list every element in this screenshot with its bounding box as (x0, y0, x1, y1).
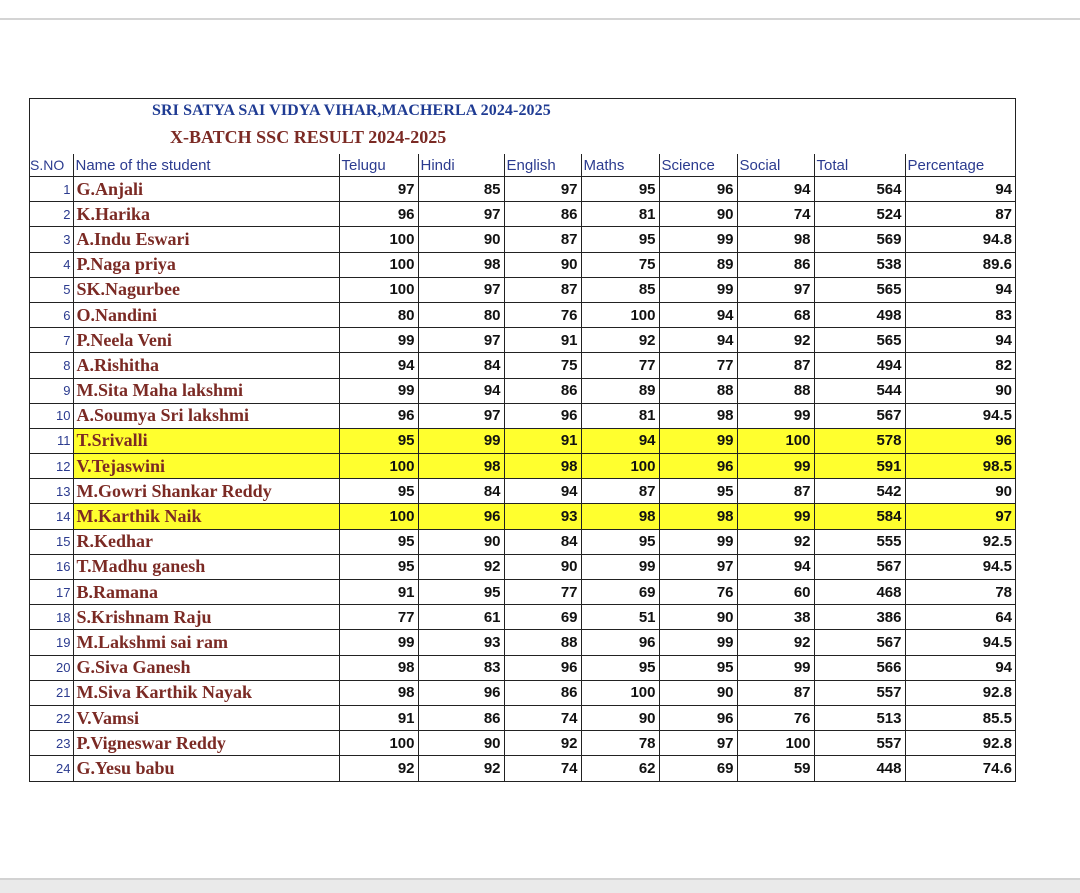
col-header-maths: Maths (581, 154, 659, 177)
telugu-marks-cell: 91 (339, 580, 418, 605)
english-marks-cell: 77 (504, 580, 581, 605)
english-marks-cell: 86 (504, 680, 581, 705)
social-marks-cell: 97 (737, 277, 814, 302)
table-row (30, 756, 1015, 781)
col-header-science: Science (659, 154, 737, 177)
maths-marks-cell: 77 (581, 353, 659, 378)
science-marks-cell: 96 (659, 177, 737, 202)
table-row (30, 378, 1015, 403)
percentage-cell: 94.5 (905, 630, 1015, 655)
serial-number-cell: 16 (30, 554, 73, 579)
table-row (30, 202, 1015, 227)
science-marks-cell: 89 (659, 252, 737, 277)
english-marks-cell: 84 (504, 529, 581, 554)
science-marks-cell: 99 (659, 428, 737, 453)
telugu-marks-cell: 100 (339, 277, 418, 302)
percentage-cell: 94 (905, 277, 1015, 302)
percentage-cell: 85.5 (905, 705, 1015, 730)
top-margin (0, 0, 1080, 18)
col-header-percentage: Percentage (905, 154, 1015, 177)
serial-number-cell: 10 (30, 403, 73, 428)
student-name-cell: T.Madhu ganesh (73, 554, 339, 579)
social-marks-cell: 86 (737, 252, 814, 277)
student-name-cell: M.Gowri Shankar Reddy (73, 479, 339, 504)
percentage-cell: 98.5 (905, 454, 1015, 479)
total-marks-cell: 565 (814, 277, 905, 302)
total-marks-cell: 566 (814, 655, 905, 680)
telugu-marks-cell: 98 (339, 680, 418, 705)
percentage-cell: 96 (905, 428, 1015, 453)
science-marks-cell: 90 (659, 605, 737, 630)
percentage-cell: 64 (905, 605, 1015, 630)
social-marks-cell: 92 (737, 529, 814, 554)
total-marks-cell: 494 (814, 353, 905, 378)
serial-number-cell: 18 (30, 605, 73, 630)
social-marks-cell: 99 (737, 504, 814, 529)
maths-marks-cell: 81 (581, 202, 659, 227)
english-marks-cell: 90 (504, 554, 581, 579)
student-name-cell: M.Siva Karthik Nayak (73, 680, 339, 705)
telugu-marks-cell: 100 (339, 731, 418, 756)
hindi-marks-cell: 93 (418, 630, 504, 655)
social-marks-cell: 99 (737, 403, 814, 428)
student-name-cell: S.Krishnam Raju (73, 605, 339, 630)
exam-title: X-BATCH SSC RESULT 2024-2025 (170, 127, 447, 147)
total-marks-cell: 567 (814, 630, 905, 655)
serial-number-cell: 12 (30, 454, 73, 479)
hindi-marks-cell: 83 (418, 655, 504, 680)
serial-number-cell: 3 (30, 227, 73, 252)
english-marks-cell: 91 (504, 428, 581, 453)
percentage-cell: 74.6 (905, 756, 1015, 781)
total-marks-cell: 448 (814, 756, 905, 781)
social-marks-cell: 60 (737, 580, 814, 605)
science-marks-cell: 90 (659, 202, 737, 227)
percentage-cell: 89.6 (905, 252, 1015, 277)
maths-marks-cell: 95 (581, 227, 659, 252)
total-marks-cell: 567 (814, 403, 905, 428)
social-marks-cell: 94 (737, 554, 814, 579)
table-row (30, 328, 1015, 353)
total-marks-cell: 555 (814, 529, 905, 554)
maths-marks-cell: 100 (581, 302, 659, 327)
social-marks-cell: 94 (737, 177, 814, 202)
percentage-cell: 90 (905, 378, 1015, 403)
maths-marks-cell: 96 (581, 630, 659, 655)
maths-marks-cell: 75 (581, 252, 659, 277)
telugu-marks-cell: 97 (339, 177, 418, 202)
results-table (30, 154, 1015, 782)
english-marks-cell: 97 (504, 177, 581, 202)
student-name-cell: A.Rishitha (73, 353, 339, 378)
percentage-cell: 82 (905, 353, 1015, 378)
science-marks-cell: 94 (659, 328, 737, 353)
science-marks-cell: 94 (659, 302, 737, 327)
maths-marks-cell: 100 (581, 454, 659, 479)
student-name-cell: T.Srivalli (73, 428, 339, 453)
title-block (30, 99, 1015, 154)
science-marks-cell: 99 (659, 277, 737, 302)
table-row (30, 731, 1015, 756)
science-marks-cell: 99 (659, 529, 737, 554)
col-header-social: Social (737, 154, 814, 177)
result-sheet (29, 98, 1016, 782)
telugu-marks-cell: 99 (339, 630, 418, 655)
science-marks-cell: 77 (659, 353, 737, 378)
total-marks-cell: 513 (814, 705, 905, 730)
serial-number-cell: 21 (30, 680, 73, 705)
student-name-cell: A.Indu Eswari (73, 227, 339, 252)
percentage-cell: 92.8 (905, 731, 1015, 756)
telugu-marks-cell: 96 (339, 202, 418, 227)
english-marks-cell: 69 (504, 605, 581, 630)
total-marks-cell: 565 (814, 328, 905, 353)
social-marks-cell: 87 (737, 479, 814, 504)
social-marks-cell: 92 (737, 328, 814, 353)
total-marks-cell: 567 (814, 554, 905, 579)
hindi-marks-cell: 84 (418, 479, 504, 504)
english-marks-cell: 90 (504, 252, 581, 277)
serial-number-cell: 1 (30, 177, 73, 202)
header-row (30, 154, 1015, 177)
telugu-marks-cell: 95 (339, 428, 418, 453)
table-row (30, 353, 1015, 378)
percentage-cell: 94.5 (905, 403, 1015, 428)
hindi-marks-cell: 90 (418, 529, 504, 554)
col-header-name: Name of the student (73, 154, 339, 177)
table-row (30, 655, 1015, 680)
english-marks-cell: 87 (504, 277, 581, 302)
hindi-marks-cell: 98 (418, 252, 504, 277)
telugu-marks-cell: 80 (339, 302, 418, 327)
total-marks-cell: 564 (814, 177, 905, 202)
telugu-marks-cell: 96 (339, 403, 418, 428)
telugu-marks-cell: 77 (339, 605, 418, 630)
col-header-total: Total (814, 154, 905, 177)
english-marks-cell: 88 (504, 630, 581, 655)
science-marks-cell: 99 (659, 227, 737, 252)
student-name-cell: V.Vamsi (73, 705, 339, 730)
hindi-marks-cell: 80 (418, 302, 504, 327)
maths-marks-cell: 94 (581, 428, 659, 453)
serial-number-cell: 11 (30, 428, 73, 453)
hindi-marks-cell: 97 (418, 328, 504, 353)
telugu-marks-cell: 95 (339, 479, 418, 504)
hindi-marks-cell: 97 (418, 403, 504, 428)
table-row (30, 428, 1015, 453)
science-marks-cell: 98 (659, 504, 737, 529)
science-marks-cell: 95 (659, 479, 737, 504)
maths-marks-cell: 81 (581, 403, 659, 428)
table-row (30, 302, 1015, 327)
english-marks-cell: 94 (504, 479, 581, 504)
table-row (30, 277, 1015, 302)
total-marks-cell: 544 (814, 378, 905, 403)
social-marks-cell: 88 (737, 378, 814, 403)
total-marks-cell: 542 (814, 479, 905, 504)
maths-marks-cell: 95 (581, 655, 659, 680)
student-name-cell: M.Sita Maha lakshmi (73, 378, 339, 403)
maths-marks-cell: 87 (581, 479, 659, 504)
serial-number-cell: 24 (30, 756, 73, 781)
serial-number-cell: 15 (30, 529, 73, 554)
hindi-marks-cell: 86 (418, 705, 504, 730)
maths-marks-cell: 62 (581, 756, 659, 781)
science-marks-cell: 97 (659, 554, 737, 579)
english-marks-cell: 86 (504, 202, 581, 227)
science-marks-cell: 96 (659, 705, 737, 730)
table-row (30, 580, 1015, 605)
hindi-marks-cell: 85 (418, 177, 504, 202)
english-marks-cell: 96 (504, 403, 581, 428)
telugu-marks-cell: 99 (339, 378, 418, 403)
social-marks-cell: 87 (737, 680, 814, 705)
student-name-cell: SK.Nagurbee (73, 277, 339, 302)
serial-number-cell: 14 (30, 504, 73, 529)
hindi-marks-cell: 92 (418, 756, 504, 781)
total-marks-cell: 524 (814, 202, 905, 227)
serial-number-cell: 22 (30, 705, 73, 730)
maths-marks-cell: 78 (581, 731, 659, 756)
science-marks-cell: 98 (659, 403, 737, 428)
telugu-marks-cell: 94 (339, 353, 418, 378)
percentage-cell: 90 (905, 479, 1015, 504)
science-marks-cell: 76 (659, 580, 737, 605)
social-marks-cell: 38 (737, 605, 814, 630)
social-marks-cell: 59 (737, 756, 814, 781)
serial-number-cell: 20 (30, 655, 73, 680)
table-row (30, 529, 1015, 554)
student-name-cell: O.Nandini (73, 302, 339, 327)
percentage-cell: 87 (905, 202, 1015, 227)
science-marks-cell: 88 (659, 378, 737, 403)
science-marks-cell: 96 (659, 454, 737, 479)
student-name-cell: P.Naga priya (73, 252, 339, 277)
student-name-cell: A.Soumya Sri lakshmi (73, 403, 339, 428)
serial-number-cell: 5 (30, 277, 73, 302)
social-marks-cell: 99 (737, 454, 814, 479)
hindi-marks-cell: 94 (418, 378, 504, 403)
percentage-cell: 94.8 (905, 227, 1015, 252)
telugu-marks-cell: 92 (339, 756, 418, 781)
social-marks-cell: 76 (737, 705, 814, 730)
student-name-cell: P.Neela Veni (73, 328, 339, 353)
serial-number-cell: 6 (30, 302, 73, 327)
table-row (30, 680, 1015, 705)
social-marks-cell: 100 (737, 731, 814, 756)
student-name-cell: M.Karthik Naik (73, 504, 339, 529)
student-name-cell: G.Anjali (73, 177, 339, 202)
science-marks-cell: 90 (659, 680, 737, 705)
telugu-marks-cell: 100 (339, 454, 418, 479)
percentage-cell: 78 (905, 580, 1015, 605)
telugu-marks-cell: 95 (339, 529, 418, 554)
maths-marks-cell: 90 (581, 705, 659, 730)
total-marks-cell: 538 (814, 252, 905, 277)
social-marks-cell: 74 (737, 202, 814, 227)
english-marks-cell: 87 (504, 227, 581, 252)
hindi-marks-cell: 90 (418, 227, 504, 252)
serial-number-cell: 4 (30, 252, 73, 277)
student-name-cell: K.Harika (73, 202, 339, 227)
table-row (30, 504, 1015, 529)
total-marks-cell: 498 (814, 302, 905, 327)
english-marks-cell: 74 (504, 705, 581, 730)
total-marks-cell: 468 (814, 580, 905, 605)
serial-number-cell: 2 (30, 202, 73, 227)
serial-number-cell: 23 (30, 731, 73, 756)
hindi-marks-cell: 97 (418, 202, 504, 227)
hindi-marks-cell: 84 (418, 353, 504, 378)
telugu-marks-cell: 99 (339, 328, 418, 353)
telugu-marks-cell: 98 (339, 655, 418, 680)
table-row (30, 630, 1015, 655)
hindi-marks-cell: 96 (418, 504, 504, 529)
hindi-marks-cell: 90 (418, 731, 504, 756)
table-row (30, 705, 1015, 730)
table-row (30, 605, 1015, 630)
science-marks-cell: 69 (659, 756, 737, 781)
hindi-marks-cell: 97 (418, 277, 504, 302)
student-name-cell: M.Lakshmi sai ram (73, 630, 339, 655)
percentage-cell: 94 (905, 328, 1015, 353)
percentage-cell: 94 (905, 177, 1015, 202)
percentage-cell: 83 (905, 302, 1015, 327)
maths-marks-cell: 100 (581, 680, 659, 705)
student-name-cell: B.Ramana (73, 580, 339, 605)
hindi-marks-cell: 92 (418, 554, 504, 579)
telugu-marks-cell: 95 (339, 554, 418, 579)
social-marks-cell: 99 (737, 655, 814, 680)
table-row (30, 177, 1015, 202)
student-name-cell: V.Tejaswini (73, 454, 339, 479)
total-marks-cell: 578 (814, 428, 905, 453)
col-header-hindi: Hindi (418, 154, 504, 177)
english-marks-cell: 98 (504, 454, 581, 479)
social-marks-cell: 100 (737, 428, 814, 453)
maths-marks-cell: 95 (581, 177, 659, 202)
maths-marks-cell: 85 (581, 277, 659, 302)
percentage-cell: 92.5 (905, 529, 1015, 554)
telugu-marks-cell: 100 (339, 252, 418, 277)
social-marks-cell: 92 (737, 630, 814, 655)
total-marks-cell: 569 (814, 227, 905, 252)
total-marks-cell: 557 (814, 731, 905, 756)
maths-marks-cell: 95 (581, 529, 659, 554)
english-marks-cell: 86 (504, 378, 581, 403)
english-marks-cell: 96 (504, 655, 581, 680)
science-marks-cell: 99 (659, 630, 737, 655)
col-header-telugu: Telugu (339, 154, 418, 177)
telugu-marks-cell: 100 (339, 504, 418, 529)
serial-number-cell: 8 (30, 353, 73, 378)
science-marks-cell: 95 (659, 655, 737, 680)
english-marks-cell: 76 (504, 302, 581, 327)
serial-number-cell: 13 (30, 479, 73, 504)
hindi-marks-cell: 96 (418, 680, 504, 705)
results-body (30, 177, 1015, 782)
maths-marks-cell: 99 (581, 554, 659, 579)
social-marks-cell: 87 (737, 353, 814, 378)
student-name-cell: R.Kedhar (73, 529, 339, 554)
hindi-marks-cell: 98 (418, 454, 504, 479)
english-marks-cell: 92 (504, 731, 581, 756)
english-marks-cell: 93 (504, 504, 581, 529)
page-top-edge (0, 18, 1080, 20)
total-marks-cell: 386 (814, 605, 905, 630)
student-name-cell: G.Siva Ganesh (73, 655, 339, 680)
hindi-marks-cell: 99 (418, 428, 504, 453)
percentage-cell: 94 (905, 655, 1015, 680)
serial-number-cell: 17 (30, 580, 73, 605)
hindi-marks-cell: 61 (418, 605, 504, 630)
table-row (30, 554, 1015, 579)
maths-marks-cell: 69 (581, 580, 659, 605)
social-marks-cell: 98 (737, 227, 814, 252)
student-name-cell: G.Yesu babu (73, 756, 339, 781)
col-header-english: English (504, 154, 581, 177)
total-marks-cell: 584 (814, 504, 905, 529)
table-row (30, 252, 1015, 277)
table-row (30, 479, 1015, 504)
percentage-cell: 92.8 (905, 680, 1015, 705)
school-title: SRI SATYA SAI VIDYA VIHAR,MACHERLA 2024-2025 (152, 102, 551, 119)
english-marks-cell: 74 (504, 756, 581, 781)
table-row (30, 227, 1015, 252)
science-marks-cell: 97 (659, 731, 737, 756)
percentage-cell: 94.5 (905, 554, 1015, 579)
telugu-marks-cell: 91 (339, 705, 418, 730)
total-marks-cell: 591 (814, 454, 905, 479)
maths-marks-cell: 92 (581, 328, 659, 353)
table-row (30, 403, 1015, 428)
percentage-cell: 97 (905, 504, 1015, 529)
maths-marks-cell: 89 (581, 378, 659, 403)
english-marks-cell: 91 (504, 328, 581, 353)
telugu-marks-cell: 100 (339, 227, 418, 252)
english-marks-cell: 75 (504, 353, 581, 378)
maths-marks-cell: 51 (581, 605, 659, 630)
serial-number-cell: 7 (30, 328, 73, 353)
table-row (30, 454, 1015, 479)
social-marks-cell: 68 (737, 302, 814, 327)
hindi-marks-cell: 95 (418, 580, 504, 605)
student-name-cell: P.Vigneswar Reddy (73, 731, 339, 756)
maths-marks-cell: 98 (581, 504, 659, 529)
total-marks-cell: 557 (814, 680, 905, 705)
serial-number-cell: 19 (30, 630, 73, 655)
col-header-sno: S.NO (30, 154, 73, 177)
serial-number-cell: 9 (30, 378, 73, 403)
